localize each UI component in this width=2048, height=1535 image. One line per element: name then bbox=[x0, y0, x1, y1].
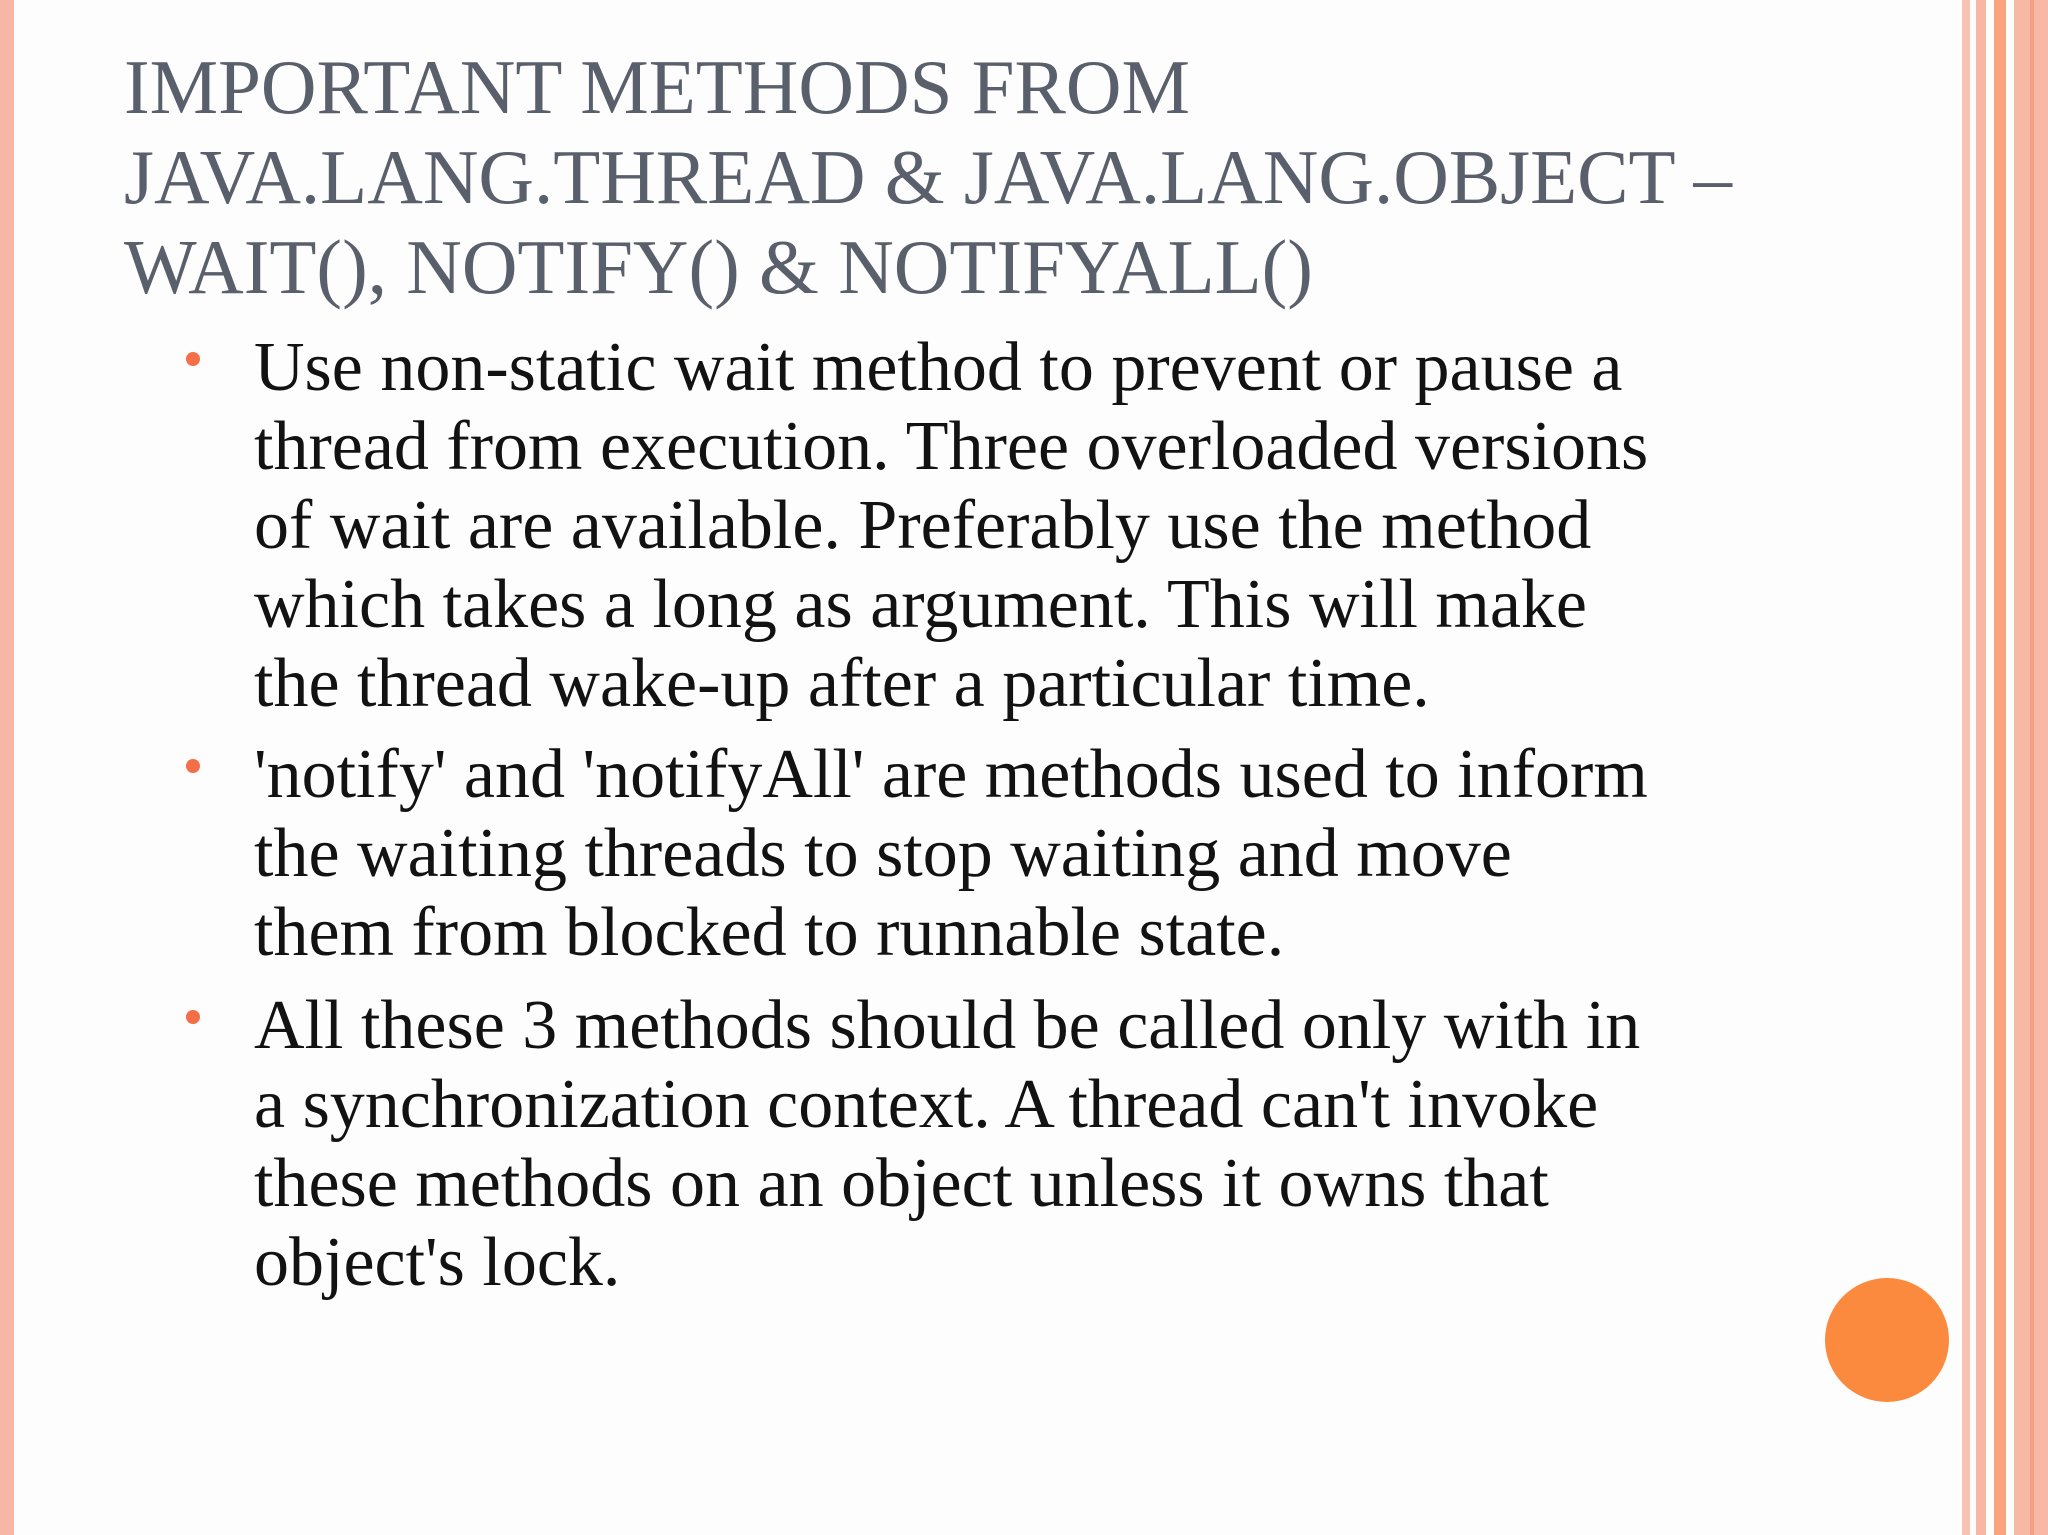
bullet-line: them from blocked to runnable state. bbox=[254, 894, 1285, 971]
bullet-line: these methods on an object unless it owns that bbox=[254, 1145, 1549, 1222]
left-border-stripe bbox=[0, 0, 14, 1535]
bullet-dot-icon bbox=[186, 352, 200, 366]
bullet-text bbox=[254, 735, 1648, 972]
right-band-2 bbox=[1976, 0, 1986, 1535]
bullet-line: which takes a long as argument. This will make bbox=[254, 566, 1587, 643]
bullet-line: Use non-static wait method to prevent or pause a bbox=[254, 329, 1623, 406]
bullet-line: All these 3 methods should be called only with in bbox=[254, 987, 1641, 1064]
bullet-line: thread from execution. Three overloaded versions bbox=[254, 408, 1649, 485]
right-band-3 bbox=[1994, 0, 2006, 1535]
bullet-line: 'notify' and 'notifyAll' are methods used to inform bbox=[254, 736, 1648, 813]
bullet-line: object's lock. bbox=[254, 1224, 621, 1301]
bullet-line: of wait are available. Preferably use the method bbox=[254, 487, 1592, 564]
bullet-text bbox=[254, 986, 1640, 1302]
bullet-line: a synchronization context. A thread can't invoke bbox=[254, 1066, 1599, 1143]
bullet-line: the thread wake-up after a particular time. bbox=[254, 645, 1430, 722]
bullet-dot-icon bbox=[186, 1010, 200, 1024]
right-border-bands bbox=[1962, 0, 2048, 1535]
bullet-line: the waiting threads to stop waiting and move bbox=[254, 815, 1512, 892]
right-band-1 bbox=[1962, 0, 1970, 1535]
title-line: JAVA.LANG.THREAD & JAVA.LANG.OBJECT – bbox=[124, 134, 1732, 220]
bullet-text bbox=[254, 328, 1648, 723]
accent-circle bbox=[1825, 1278, 1949, 1402]
slide-title bbox=[124, 42, 1924, 312]
title-line: WAIT(), NOTIFY() & NOTIFYALL() bbox=[124, 224, 1313, 310]
right-band-4-line bbox=[2030, 0, 2034, 1535]
title-line: IMPORTANT METHODS FROM bbox=[124, 44, 1190, 130]
bullet-dot-icon bbox=[186, 759, 200, 773]
